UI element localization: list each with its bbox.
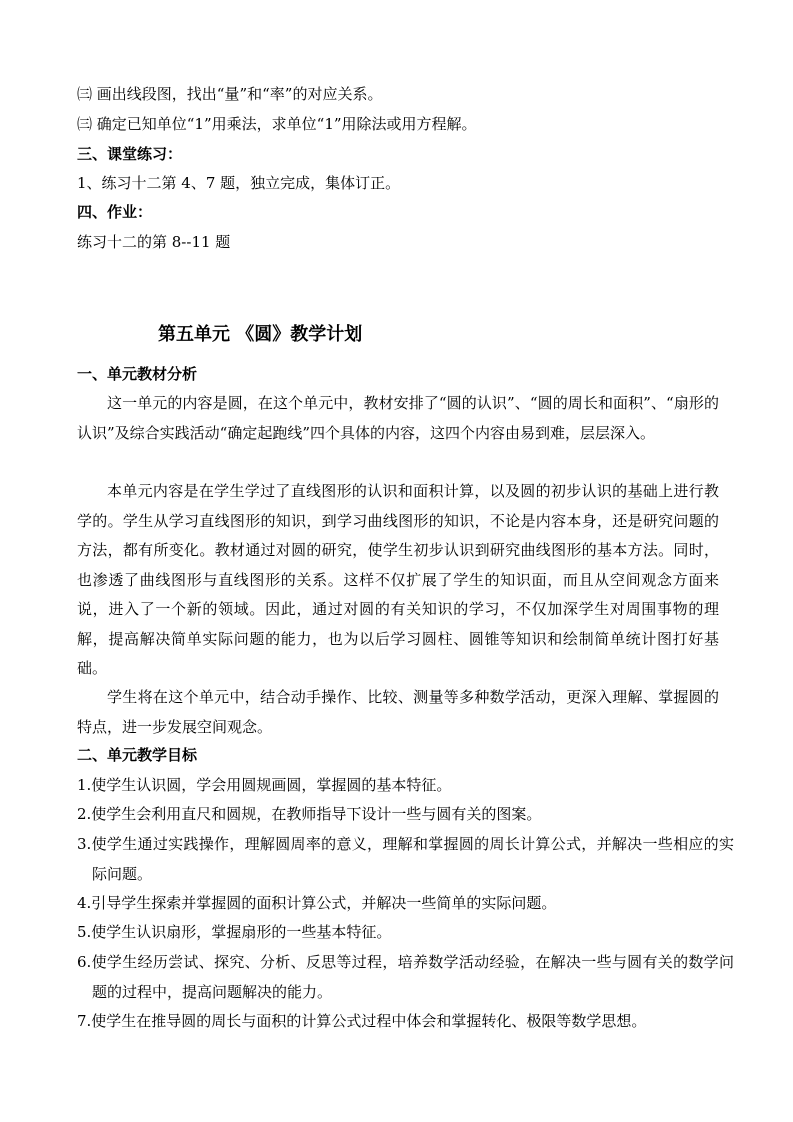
homework-line: 练习十二的第 8--11 题 — [77, 233, 231, 251]
paragraph-2: 本单元内容是在学生学过了直线图形的认识和面积计算，以及圆的初步认识的基础上进行教学的。学生从学习直线图形的知识，到学习曲线图形的知识，不论是内容本身，还是研究问题的方法，都有所变化。教材通过对圆的研究，使学生初步认识到研究曲线图形的基本方法。同时，也渗透了曲线图形与直线图形的关系。这样不仅扩展了学生的知识面，而且从空间观念方面来说，进入了一个新的领域。因此，通过对圆的有关知识的学习，不仅加深学生对周围事物的理解，提高解决简单实际问题的能力，也为以后学习圆柱、圆锥等知识和绘制简单统计图打好基础。 — [77, 482, 719, 677]
heading-classroom-practice: 三、课堂练习： — [77, 145, 183, 163]
step-a-line: ㈢ 画出线段图，找出“量”和“率”的对应关系。 — [77, 85, 383, 103]
section1-heading: 一、单元教材分析 — [77, 365, 198, 383]
heading-homework: 四、作业： — [77, 203, 153, 221]
paragraph-1: 这一单元的内容是圆，在这个单元中，教材安排了“圆的认识”、“圆的周长和面积”、“扇形的认识”及综合实践活动“确定起跑线”四个具体的内容，这四个内容由易到难，层层深入。 — [77, 394, 719, 442]
paragraph-3: 学生将在这个单元中，结合动手操作、比较、测量等多种数学活动，更深入理解、掌握圆的特点，进一步发展空间观念。 — [77, 688, 719, 736]
goal-item: 4.引导学生探索并掌握圆的面积计算公式，并解决一些简单的实际问题。 — [77, 894, 557, 912]
goal-item: 5.使学生认识扇形，掌握扇形的一些基本特征。 — [77, 923, 392, 941]
goal-item: 7.使学生在推导圆的周长与面积的计算公式过程中体会和掌握转化、极限等数学思想。 — [77, 1012, 647, 1030]
goal-item: 6.使学生经历尝试、探究、分析、反思等过程，培养数学活动经验，在解决一些与圆有关的数学问题的过程中，提高问题解决的能力。 — [77, 953, 734, 1001]
section2-heading: 二、单元教学目标 — [77, 746, 198, 764]
goal-item: 3.使学生通过实践操作，理解圆周率的意义，理解和掌握圆的周长计算公式，并解决一些相应的实际问题。 — [77, 835, 734, 883]
unit-title: 第五单元 《圆》教学计划 — [158, 324, 363, 345]
goal-item: 1.使学生认识圆，学会用圆规画圆，掌握圆的基本特征。 — [77, 776, 452, 794]
exercise-line: 1、练习十二第 4、7 题，独立完成，集体订正。 — [77, 174, 401, 192]
goal-item: 2.使学生会利用直尺和圆规，在教师指导下设计一些与圆有关的图案。 — [77, 805, 542, 823]
step-b-line: ㈢ 确定已知单位“1”用乘法，求单位“1”用除法或用方程解。 — [77, 115, 477, 133]
